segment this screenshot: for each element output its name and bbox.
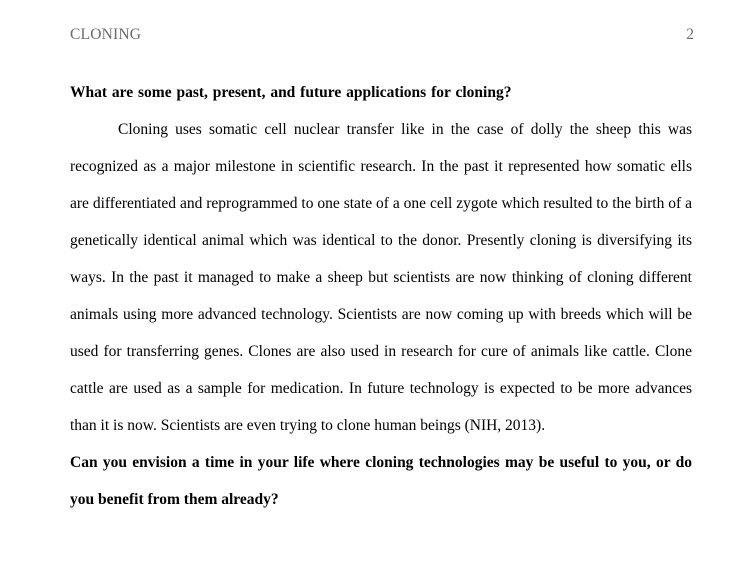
page-number: 2 xyxy=(686,26,694,43)
question-heading-1: What are some past, present, and future applications for cloning? xyxy=(70,84,512,101)
question-heading-2: Can you envision a time in your life where cloning technologies may be useful to you, or do you benefit from them already? xyxy=(70,454,692,508)
running-head: CLONING xyxy=(70,26,142,43)
answer-paragraph-1: Cloning uses somatic cell nuclear transfer like in the case of dolly the sheep this was recognized as a major milestone in scientific research. In the past it represented how somatic ells are differentiated and reprogrammed to one state of a one cell zygote which resulted to the birth of a genetically identical animal which was identical to the donor. Presently cloning is diversifying its ways. In the past it managed to make a sheep but scientists are now thinking of cloning different animals using more advanced technology. Scientists are now coming up with breeds which will be used for transferring genes. Clones are also used in research for cure of animals like cattle. Clone cattle are used as a sample for medication. In future technology is expected to be more advances than it is now. Scientists are even trying to clone human beings (NIH, 2013). xyxy=(70,121,692,434)
document-body xyxy=(70,74,692,518)
